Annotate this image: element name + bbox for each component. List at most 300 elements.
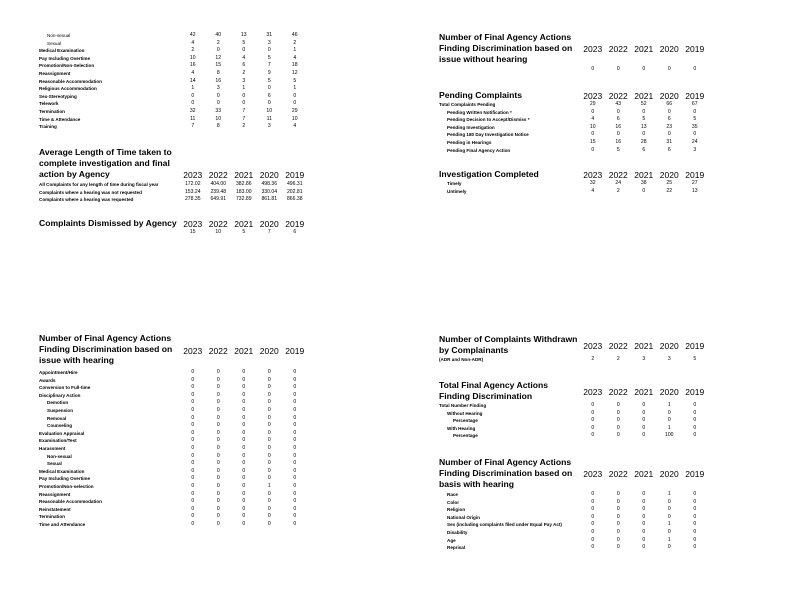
table-row: [39, 521, 308, 529]
value-cell: 2: [616, 356, 620, 362]
value-cell: 0: [642, 409, 646, 416]
final-with-hearing-basis-table: [439, 491, 708, 552]
value-cell: 0: [216, 422, 220, 429]
value-cell: 0: [216, 460, 220, 467]
year-header: 2020: [659, 170, 679, 180]
year-header: 2022: [208, 346, 228, 356]
row-label: Medical Examination: [39, 468, 85, 474]
value-cell: 278.35: [184, 196, 201, 203]
value-cell: 0: [293, 490, 297, 497]
value-cell: 5: [616, 146, 620, 153]
value-cell: 0: [616, 402, 620, 408]
year-header: 2019: [685, 469, 705, 479]
row-label: Total Complaints Pending: [439, 102, 496, 107]
value-cell: 0: [616, 424, 620, 431]
value-cell: 10: [189, 54, 196, 61]
avg-length-section: [39, 147, 308, 204]
year-header: 2023: [583, 341, 603, 351]
value-cell: 6: [293, 229, 297, 235]
value-cell: 0: [216, 505, 220, 512]
value-cell: 0: [242, 490, 246, 497]
value-cell: 0: [242, 513, 246, 520]
value-cell: 0: [242, 369, 246, 375]
value-cell: 0: [267, 399, 271, 406]
year-header: 2019: [685, 387, 705, 397]
table-row: [439, 521, 708, 529]
value-cell: 12: [215, 54, 222, 61]
value-cell: 0: [191, 429, 195, 436]
value-cell: 172.02: [184, 181, 201, 187]
value-cell: 0: [267, 444, 271, 451]
year-header: 2023: [183, 170, 203, 180]
value-cell: 0: [293, 437, 297, 444]
value-cell: 2: [591, 356, 595, 362]
value-cell: 0: [693, 131, 697, 138]
year-header: 2022: [608, 91, 628, 101]
row-label: Complaints where a hearing was not requested: [39, 189, 142, 195]
value-cell: 0: [293, 391, 297, 398]
value-cell: 13: [240, 32, 247, 38]
pending-years: [580, 91, 708, 101]
year-header: 2023: [583, 469, 603, 479]
avg-length-table: [39, 181, 308, 204]
value-cell: 100: [665, 432, 674, 439]
value-cell: 0: [242, 444, 246, 451]
final-without-hearing-table: [439, 66, 708, 74]
avg-length-title: Average Length of Time taken to complete investigation and final action by Agency: [39, 147, 172, 179]
table-row: [39, 100, 308, 108]
value-cell: 330.04: [261, 188, 278, 195]
row-label: Termination: [39, 108, 65, 114]
value-cell: 15: [189, 229, 196, 235]
value-cell: 0: [216, 376, 220, 383]
value-cell: 0: [267, 460, 271, 467]
total-final-title: Total Final Agency Actions Finding Discrimination: [439, 380, 549, 401]
row-label: Disciplinary Action: [39, 392, 81, 398]
value-cell: 2: [293, 39, 297, 46]
value-cell: 0: [642, 528, 646, 535]
row-label: Promotion/Non-Selection: [39, 63, 95, 69]
table-row: [439, 147, 708, 155]
year-header: 2022: [608, 170, 628, 180]
total-final-section: [439, 380, 708, 440]
value-cell: 0: [693, 513, 697, 520]
value-cell: 29: [589, 101, 596, 107]
value-cell: 0: [693, 424, 697, 431]
value-cell: 0: [216, 92, 220, 99]
value-cell: 1: [293, 85, 297, 92]
table-row: [39, 47, 308, 55]
table-row: [39, 196, 308, 204]
value-cell: 0: [191, 437, 195, 444]
year-header: 2021: [634, 170, 654, 180]
value-cell: 0: [293, 467, 297, 474]
value-cell: 0: [616, 66, 620, 72]
value-cell: 1: [293, 47, 297, 54]
final-without-hearing-section: [439, 32, 708, 74]
row-label: Sexual: [47, 40, 62, 46]
total-final-table: [439, 402, 708, 440]
value-cell: 153.24: [184, 188, 201, 195]
year-header: 2020: [259, 346, 279, 356]
value-cell: 1: [667, 536, 671, 543]
value-cell: 4: [242, 54, 246, 61]
row-label: Pending Written Notification *: [447, 109, 512, 115]
withdrawn-title: Number of Complaints Withdrawn by Complainants: [439, 334, 578, 355]
value-cell: 0: [616, 131, 620, 138]
value-cell: 0: [293, 482, 297, 489]
value-cell: 0: [591, 498, 595, 505]
dismissed-title: Complaints Dismissed by Agency: [39, 218, 177, 228]
value-cell: 0: [591, 528, 595, 535]
year-header: 2022: [208, 170, 228, 180]
value-cell: 0: [293, 369, 297, 375]
value-cell: 0: [667, 544, 671, 551]
value-cell: 0: [242, 406, 246, 413]
withdrawn-section: [439, 334, 708, 364]
year-header: 2020: [659, 387, 679, 397]
year-header: 2022: [608, 44, 628, 54]
value-cell: 0: [191, 376, 195, 383]
row-label: Disability: [447, 529, 468, 535]
value-cell: 0: [667, 417, 671, 424]
row-label: Reassignment: [39, 491, 71, 497]
value-cell: 32: [189, 107, 196, 114]
value-cell: 0: [191, 520, 195, 527]
harassment-continuation-table: [39, 32, 308, 131]
value-cell: 0: [642, 536, 646, 543]
value-cell: 0: [267, 429, 271, 436]
value-cell: 40: [215, 32, 222, 38]
value-cell: 2: [616, 187, 620, 194]
value-cell: 0: [216, 429, 220, 436]
value-cell: 0: [191, 422, 195, 429]
year-header: 2019: [285, 170, 305, 180]
value-cell: 1: [667, 491, 671, 497]
value-cell: 46: [291, 32, 298, 38]
investigation-table: [439, 180, 708, 195]
value-cell: 0: [591, 506, 595, 513]
table-row: [39, 108, 308, 116]
value-cell: 10: [215, 229, 222, 235]
value-cell: 0: [693, 108, 697, 115]
table-row: [439, 402, 708, 410]
value-cell: 0: [293, 498, 297, 505]
value-cell: 25: [666, 180, 673, 186]
year-header: 2022: [608, 469, 628, 479]
final-with-hearing-basis-header: [439, 457, 708, 490]
value-cell: 0: [242, 475, 246, 482]
value-cell: 0: [216, 475, 220, 482]
value-cell: 0: [216, 406, 220, 413]
value-cell: 2: [191, 47, 195, 54]
year-header: 2020: [259, 170, 279, 180]
value-cell: 0: [191, 399, 195, 406]
value-cell: 22: [666, 187, 673, 194]
value-cell: 382.86: [235, 181, 252, 187]
year-header: 2020: [659, 44, 679, 54]
value-cell: 0: [642, 424, 646, 431]
value-cell: 0: [216, 482, 220, 489]
value-cell: 11: [266, 115, 272, 122]
value-cell: 0: [693, 498, 697, 505]
value-cell: 0: [616, 491, 620, 497]
value-cell: 1: [667, 521, 671, 528]
value-cell: 0: [267, 513, 271, 520]
year-header: 2021: [634, 44, 654, 54]
value-cell: 0: [293, 513, 297, 520]
table-row: [39, 392, 308, 400]
investigation-title: Investigation Completed: [439, 169, 539, 179]
value-cell: 0: [242, 505, 246, 512]
value-cell: 0: [293, 92, 297, 99]
value-cell: 7: [191, 123, 195, 130]
year-header: 2023: [583, 44, 603, 54]
row-label: Removal: [47, 415, 67, 421]
year-header: 2023: [583, 91, 603, 101]
value-cell: 0: [293, 406, 297, 413]
value-cell: 35: [691, 123, 698, 130]
table-row: [39, 430, 308, 438]
value-cell: 0: [216, 498, 220, 505]
value-cell: 1: [242, 85, 246, 92]
year-header: 2019: [685, 44, 705, 54]
dismissed-header: [39, 218, 308, 229]
value-cell: 4: [191, 39, 195, 46]
table-row: [39, 377, 308, 385]
row-label: With Hearing: [447, 425, 476, 431]
table-row: [439, 506, 708, 514]
value-cell: 0: [267, 369, 271, 375]
avg-length-years: [180, 170, 308, 180]
value-cell: 0: [216, 391, 220, 398]
value-cell: 0: [293, 384, 297, 391]
value-cell: 5: [293, 77, 297, 84]
value-cell: 0: [216, 490, 220, 497]
value-cell: 0: [191, 100, 195, 107]
value-cell: 52: [640, 101, 647, 107]
row-label: Untimely: [447, 188, 467, 194]
value-cell: 0: [642, 66, 646, 72]
value-cell: 0: [293, 444, 297, 451]
value-cell: 0: [216, 437, 220, 444]
row-label: Appointment/Hire: [39, 370, 78, 375]
value-cell: 7: [242, 107, 246, 114]
value-cell: 0: [667, 409, 671, 416]
row-label: Awards: [39, 377, 56, 383]
value-cell: 0: [693, 409, 697, 416]
value-cell: 24: [615, 180, 622, 186]
value-cell: 0: [591, 108, 595, 115]
value-cell: 33: [215, 107, 222, 114]
table-row: [439, 417, 708, 425]
value-cell: 496.31: [286, 181, 303, 187]
value-cell: 5: [242, 229, 246, 235]
value-cell: 0: [642, 187, 646, 194]
value-cell: 0: [293, 475, 297, 482]
value-cell: 0: [191, 391, 195, 398]
row-label: Termination: [39, 514, 65, 520]
table-row: [39, 55, 308, 63]
table-row: [39, 85, 308, 93]
value-cell: 0: [616, 544, 620, 551]
value-cell: 0: [242, 414, 246, 421]
value-cell: 4: [191, 69, 195, 76]
value-cell: 861.81: [261, 196, 278, 203]
value-cell: 12: [291, 69, 298, 76]
value-cell: 0: [293, 460, 297, 467]
row-label: Medical Examination: [39, 48, 85, 54]
row-label: Sex (including complaints filed under Equal Pay Act): [447, 522, 562, 528]
year-header: 2022: [208, 219, 228, 229]
value-cell: 0: [642, 544, 646, 551]
value-cell: 4: [293, 123, 297, 130]
table-row: [39, 468, 308, 476]
value-cell: 1: [267, 482, 271, 489]
row-label: Reasonable Accommodation: [39, 78, 102, 84]
year-header: 2020: [659, 341, 679, 351]
value-cell: 43: [615, 101, 622, 107]
value-cell: 11: [190, 115, 196, 122]
row-label: Conversion to Full-time: [39, 385, 91, 391]
value-cell: 15: [589, 138, 596, 145]
value-cell: 0: [191, 414, 195, 421]
year-header: 2021: [634, 387, 654, 397]
value-cell: 5: [693, 356, 697, 362]
value-cell: 14: [189, 77, 196, 84]
table-row: [39, 506, 308, 514]
value-cell: 0: [642, 513, 646, 520]
value-cell: 28: [640, 138, 647, 145]
value-cell: 7: [267, 62, 271, 69]
row-label: Sex-Stereotyping: [39, 93, 77, 99]
row-label: Harassment: [39, 445, 66, 451]
withdrawn-header: [439, 334, 708, 356]
value-cell: 18: [291, 62, 298, 69]
value-cell: 0: [267, 100, 271, 107]
year-header: 2021: [634, 469, 654, 479]
table-row: [39, 422, 308, 430]
value-cell: 0: [191, 444, 195, 451]
value-cell: 5: [267, 77, 271, 84]
year-header: 2023: [583, 170, 603, 180]
value-cell: 0: [267, 85, 271, 92]
value-cell: 0: [267, 47, 271, 54]
table-row: [439, 66, 708, 74]
year-header: 2021: [634, 91, 654, 101]
value-cell: 16: [189, 62, 196, 69]
value-cell: 0: [616, 432, 620, 439]
table-row: [39, 40, 308, 48]
value-cell: 0: [191, 406, 195, 413]
dismissed-section: [39, 218, 308, 237]
row-label: Percentage: [453, 418, 478, 424]
value-cell: 27: [691, 180, 698, 186]
value-cell: 3: [216, 85, 220, 92]
value-cell: 0: [591, 146, 595, 153]
table-row: [439, 544, 708, 552]
value-cell: 0: [616, 521, 620, 528]
value-cell: 0: [616, 536, 620, 543]
row-label: Pending Investigation: [447, 124, 495, 130]
value-cell: 2: [242, 69, 246, 76]
value-cell: 0: [267, 384, 271, 391]
year-header: 2019: [285, 346, 305, 356]
value-cell: 0: [242, 482, 246, 489]
year-header: 2020: [259, 219, 279, 229]
total-final-header: [439, 380, 708, 402]
value-cell: 0: [667, 108, 671, 115]
row-label: [39, 229, 180, 237]
value-cell: 0: [191, 467, 195, 474]
year-header: 2022: [608, 341, 628, 351]
value-cell: 1: [667, 424, 671, 431]
value-cell: 0: [267, 520, 271, 527]
table-row: [39, 32, 308, 40]
value-cell: 6: [667, 116, 671, 123]
table-row: [439, 499, 708, 507]
final-with-hearing-basis-section: [439, 457, 708, 552]
value-cell: 31: [666, 138, 673, 145]
value-cell: 0: [616, 513, 620, 520]
value-cell: 202.81: [286, 188, 303, 195]
table-row: [439, 491, 708, 499]
value-cell: 0: [216, 384, 220, 391]
row-label: Age: [447, 537, 456, 543]
row-label: Complaints where a hearing was requested: [39, 197, 134, 203]
value-cell: 0: [616, 528, 620, 535]
value-cell: 0: [616, 498, 620, 505]
value-cell: 0: [667, 498, 671, 505]
value-cell: 4: [591, 187, 595, 194]
final-with-hearing-issue-years: [180, 346, 308, 356]
row-label: Timely: [447, 181, 462, 186]
value-cell: 10: [215, 115, 222, 122]
value-cell: 0: [693, 402, 697, 408]
pending-section: [439, 90, 708, 154]
value-cell: 3: [267, 39, 271, 46]
value-cell: 0: [693, 544, 697, 551]
value-cell: 0: [267, 406, 271, 413]
value-cell: 0: [293, 414, 297, 421]
row-label: Reinstatement: [39, 506, 71, 512]
withdrawn-subtitle: (ADR and Non-ADR): [439, 357, 484, 362]
value-cell: 1: [667, 402, 671, 408]
table-row: [439, 131, 708, 139]
row-label: Examination/Test: [39, 438, 77, 444]
row-label: Total Number Finding: [439, 403, 487, 408]
table-row: [439, 529, 708, 537]
value-cell: 0: [667, 131, 671, 138]
withdrawn-values: [580, 356, 708, 364]
value-cell: 2: [216, 39, 220, 46]
table-row: [439, 124, 708, 132]
row-label: Without Hearing: [447, 410, 483, 416]
row-label: Pay Including Overtime: [39, 476, 91, 482]
value-cell: 5: [693, 116, 697, 123]
value-cell: 38: [640, 180, 647, 186]
value-cell: 0: [242, 452, 246, 459]
value-cell: 0: [616, 417, 620, 424]
value-cell: 0: [242, 460, 246, 467]
value-cell: 15: [215, 62, 222, 69]
value-cell: 0: [667, 506, 671, 513]
year-header: 2021: [234, 346, 254, 356]
value-cell: 0: [267, 475, 271, 482]
value-cell: 13: [640, 123, 647, 130]
value-cell: 0: [242, 391, 246, 398]
year-header: 2023: [183, 219, 203, 229]
